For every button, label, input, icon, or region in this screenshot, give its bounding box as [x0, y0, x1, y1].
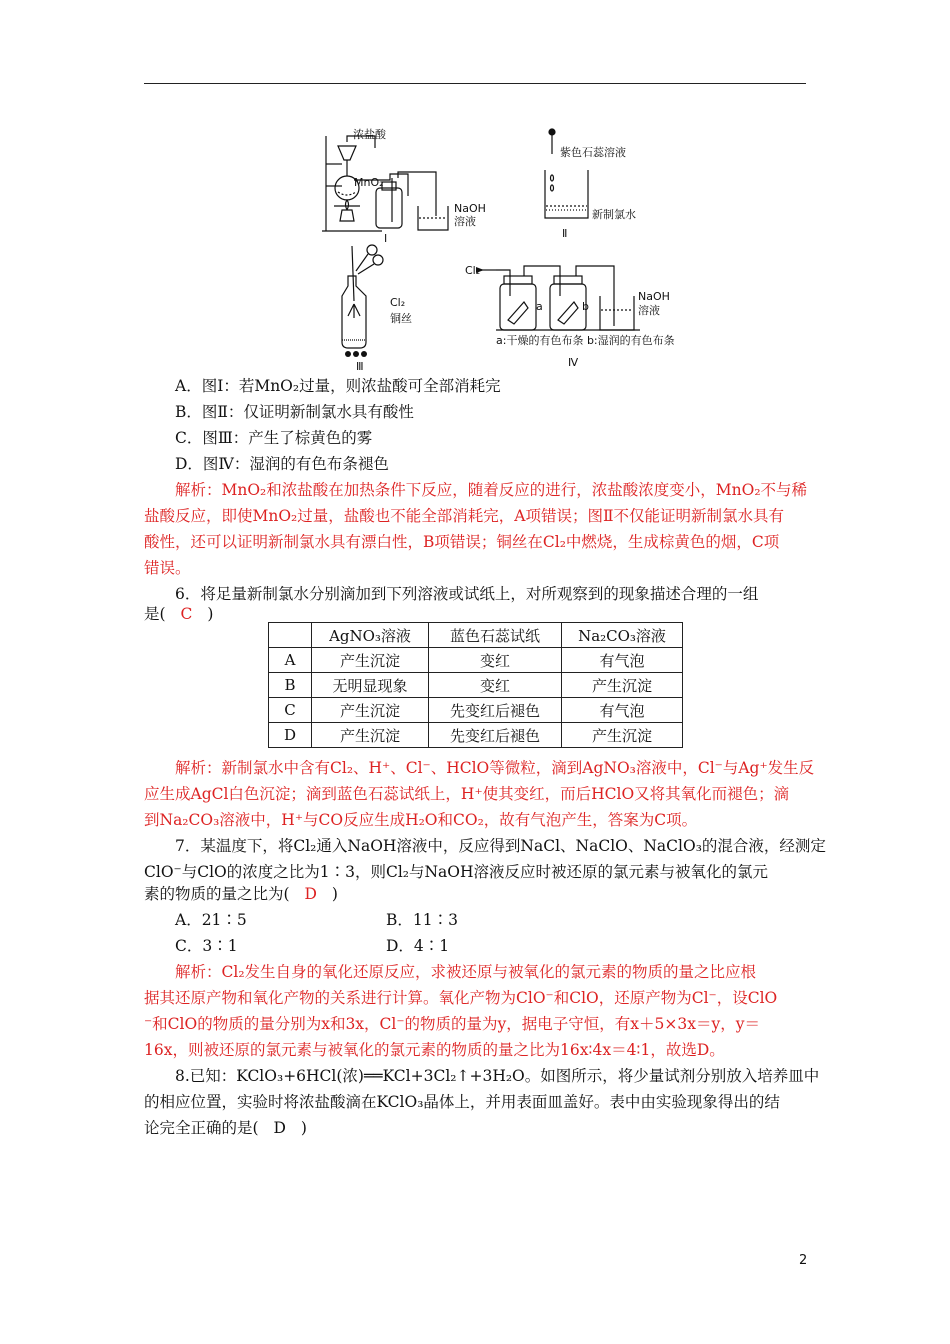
table-cell: A	[269, 648, 312, 673]
q7-stem-3-post: )	[331, 885, 338, 903]
label-fig4: Ⅳ	[568, 356, 579, 369]
table-cell: 先变红后褪色	[429, 698, 562, 723]
table-header-cell	[269, 623, 312, 648]
q5-option-c: C．图Ⅲ：产生了棕黄色的雾	[175, 429, 373, 447]
label-copper-wire: 铜丝	[390, 312, 412, 325]
q8-stem-3	[144, 1118, 307, 1138]
q7-stem-3	[144, 884, 338, 904]
table-cell: 有气泡	[562, 648, 683, 673]
table-header-cell: AgNO₃溶液	[312, 623, 429, 648]
table-cell: 变红	[429, 648, 562, 673]
table-cell: 有气泡	[562, 698, 683, 723]
table-row	[269, 648, 683, 673]
table-cell: 变红	[429, 673, 562, 698]
label-solution4: 溶液	[638, 304, 660, 317]
q8-answer: D	[273, 1119, 286, 1137]
label-naoh: NaOH	[454, 202, 486, 215]
q7-stem-2: ClO⁻与ClO的浓度之比为1∶3，则Cl₂与NaOH溶液反应时被还原的氯元素与被氧化的氯元	[144, 863, 769, 881]
label-fig1: Ⅰ	[384, 232, 388, 245]
label-mno2: MnO₂	[354, 176, 384, 189]
page-number: 2	[799, 1253, 808, 1268]
q7-answer: D	[304, 885, 317, 903]
header-rule	[144, 83, 806, 84]
label-b: b	[582, 300, 589, 313]
q6-answer: C	[180, 605, 193, 623]
table-cell: C	[269, 698, 312, 723]
q6-stem-2-post: )	[207, 605, 214, 623]
q7-explanation-2: 据其还原产物和氧化产物的关系进行计算。氧化产物为ClO⁻和ClO，还原产物为Cl⁻，设ClO	[144, 989, 778, 1007]
q5-explanation-1: 解析：MnO₂和浓盐酸在加热条件下反应，随着反应的进行，浓盐酸浓度变小，MnO₂不与稀	[175, 481, 808, 499]
q7-stem-1: 7．某温度下，将Cl₂通入NaOH溶液中，反应得到NaCl、NaClO、NaClO₃的混合液，经测定	[175, 837, 826, 855]
q7-explanation-4: 16x，则被还原的氯元素与被氧化的氯元素的物质的量之比为16x∶4x＝4∶1，故选D。	[144, 1041, 725, 1059]
q5-explanation-4: 错误。	[144, 559, 191, 577]
label-fig3: Ⅲ	[356, 360, 364, 373]
table-row	[269, 723, 683, 748]
table-cell: D	[269, 723, 312, 748]
label-solution: 溶液	[454, 215, 476, 228]
label-a: a	[536, 300, 543, 313]
q5-option-b: B．图Ⅱ：仅证明新制氯水具有酸性	[175, 403, 414, 421]
q6-stem-2	[144, 604, 213, 624]
q7-option-a: A．21∶5	[175, 911, 247, 929]
q8-stem-3-post: )	[300, 1119, 307, 1137]
table-cell: 产生沉淀	[562, 723, 683, 748]
label-cl2-in: Cl₂	[465, 264, 481, 277]
table-cell: 产生沉淀	[312, 698, 429, 723]
label-litmus: 紫色石蕊溶液	[560, 146, 626, 159]
q7-stem-3-pre: 素的物质的量之比为(	[144, 885, 290, 903]
label-chlorine-water: 新制氯水	[592, 208, 636, 221]
q6-table	[268, 622, 683, 748]
q5-explanation-2: 盐酸反应，即使MnO₂过量，盐酸也不能全部消耗完，A项错误；图Ⅱ不仅能证明新制氯水具有	[144, 507, 785, 525]
table-cell: 无明显现象	[312, 673, 429, 698]
q6-stem-2-pre: 是(	[144, 605, 166, 623]
q7-option-b: B．11∶3	[386, 911, 458, 929]
q7-explanation-1: 解析：Cl₂发生自身的氧化还原反应，求被还原与被氧化的氯元素的物质的量之比应根	[175, 963, 757, 981]
table-cell: 产生沉淀	[312, 648, 429, 673]
q7-explanation-3: ⁻和ClO的物质的量分别为x和3x，Cl⁻的物质的量为y，据电子守恒，有x＋5×3x＝y，y＝	[144, 1015, 761, 1033]
q6-explanation-2: 应生成AgCl白色沉淀；滴到蓝色石蕊试纸上，H⁺使其变红，而后HClO又将其氧化而褪色；滴	[144, 785, 790, 803]
table-cell: B	[269, 673, 312, 698]
table-row	[269, 698, 683, 723]
label-caption4: a:干燥的有色布条 b:湿润的有色布条	[496, 334, 675, 347]
q5-option-d: D．图Ⅳ：湿润的有色布条褪色	[175, 455, 389, 473]
label-fig2: Ⅱ	[562, 227, 568, 240]
q5-explanation-3: 酸性，还可以证明新制氯水具有漂白性，B项错误；铜丝在Cl₂中燃烧，生成棕黄色的烟，C项	[144, 533, 780, 551]
q8-stem-3-pre: 论完全正确的是(	[144, 1119, 259, 1137]
label-conc-hcl: 浓盐酸	[353, 128, 386, 141]
q8-stem-1: 8.已知：KClO₃+6HCl(浓)══KCl+3Cl₂↑+3H₂O。如图所示，将少量试剂分别放入培养皿中	[175, 1067, 820, 1085]
table-cell: 产生沉淀	[562, 673, 683, 698]
table-row	[269, 673, 683, 698]
label-naoh4: NaOH	[638, 290, 670, 303]
table-cell: 先变红后褪色	[429, 723, 562, 748]
table-header-row	[269, 623, 683, 648]
label-cl2-jar: Cl₂	[390, 296, 406, 309]
q6-explanation-1: 解析：新制氯水中含有Cl₂、H⁺、Cl⁻、HClO等微粒，滴到AgNO₃溶液中，Cl⁻与Ag⁺发生反	[175, 759, 815, 777]
q7-option-c: C．3∶1	[175, 937, 238, 955]
q7-option-d: D．4∶1	[386, 937, 450, 955]
table-header-cell: Na₂CO₃溶液	[562, 623, 683, 648]
q8-stem-2: 的相应位置，实验时将浓盐酸滴在KClO₃晶体上，并用表面皿盖好。表中由实验现象得出的结	[144, 1093, 780, 1111]
table-header-cell: 蓝色石蕊试纸	[429, 623, 562, 648]
q5-option-a: A．图Ⅰ：若MnO₂过量，则浓盐酸可全部消耗完	[175, 377, 501, 395]
q6-stem-1: 6．将足量新制氯水分别滴加到下列溶液或试纸上，对所观察到的现象描述合理的一组	[175, 585, 759, 603]
apparatus-figure	[320, 126, 690, 376]
table-cell: 产生沉淀	[312, 723, 429, 748]
q6-explanation-3: 到Na₂CO₃溶液中，H⁺与CO反应生成H₂O和CO₂，故有气泡产生，答案为C项。	[144, 811, 698, 829]
